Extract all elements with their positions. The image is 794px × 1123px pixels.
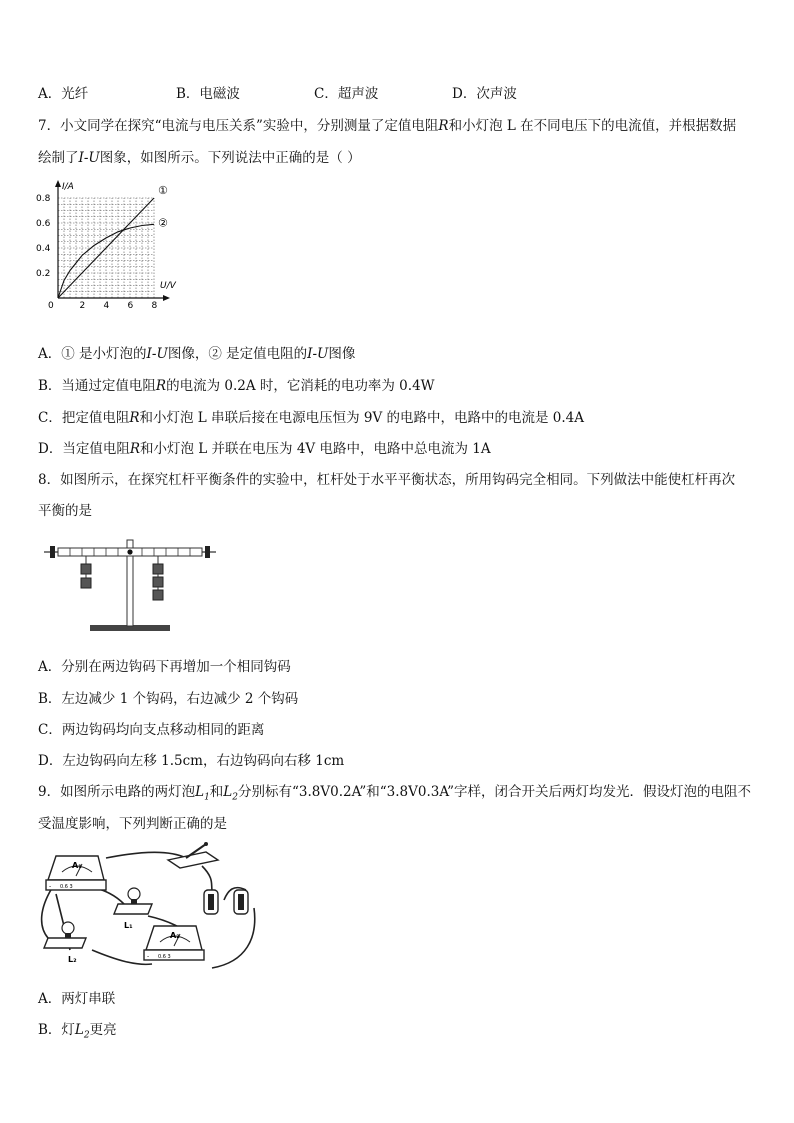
l2-label: L₂ [68, 955, 77, 964]
q8-stem-line2: 平衡的是 [38, 503, 92, 519]
a1-scale: 0.6 3 [60, 884, 73, 890]
wire [202, 866, 212, 890]
series-label-1: ① [158, 184, 168, 197]
y-tick-label: 0.8 [36, 194, 51, 204]
pivot [127, 549, 132, 554]
q9-option-b: B．灯$L_2$更亮 [38, 1022, 117, 1041]
iu-chart [30, 170, 190, 315]
x-axis-arrow [163, 295, 170, 301]
lamp-l2 [44, 922, 86, 964]
hook-weight-right-1 [153, 564, 163, 574]
q8-stem-line1: 8．如图所示，在探究杠杆平衡条件的实验中，杠杆处于水平平衡状态，所用钩码完全相同。下列做法中能使杠杆再次 [38, 472, 736, 488]
q7-option-a: A．① 是小灯泡的I-U图像，② 是定值电阻的I-U图像 [38, 346, 356, 362]
series-label-2: ② [158, 216, 168, 230]
origin-label: 0 [48, 301, 54, 311]
hook-weight-left-2 [81, 578, 91, 588]
lamp-l1 [114, 888, 152, 930]
y-tick-label: 0.2 [36, 269, 51, 279]
q9-stem-line1: 9．如图所示电路的两灯泡$L_1$和$L_2$分别标有“3.8V0.2A”和“3.8V0.3A”字样，闭合开关后两灯均发光．假设灯泡的电阻不 [38, 784, 752, 803]
x-tick-label: 4 [103, 301, 110, 311]
q9-option-a: A．两灯串联 [38, 991, 116, 1007]
battery-1 [204, 890, 218, 914]
l1-label: L₁ [124, 921, 133, 930]
balance-nut-right [205, 546, 210, 558]
a1-label: A₁ [72, 861, 82, 870]
q6-options [0, 82, 794, 102]
y-axis-arrow [55, 180, 61, 187]
q7-stem-line1: 7．小文同学在探究“电流与电压关系”实验中，分别测量了定值电阻R和小灯泡 L 在不同电压下的电流值，并根据数据 [38, 118, 737, 134]
hook-weight-left-1 [81, 564, 91, 574]
wire [92, 950, 152, 964]
x-tick-label: 2 [79, 301, 86, 311]
x-tick-label: 6 [127, 301, 134, 311]
y-tick-label: 0.6 [36, 219, 51, 229]
chart-series [58, 184, 168, 298]
q7-stem-line2: 绘制了I-U图象，如图所示。下列说法中正确的是（ ） [38, 150, 361, 166]
a2-scale: 0.6 3 [158, 954, 171, 960]
q6-option-a: A．光纤 [38, 86, 89, 102]
a1-minus: - [49, 883, 52, 890]
q6-option-d: D．次声波 [452, 86, 517, 102]
ammeter-a2 [144, 926, 204, 960]
q8-option-c: C．两边钩码均向支点移动相同的距离 [38, 722, 265, 738]
a2-minus: - [147, 953, 150, 960]
balance-nut-left [50, 546, 55, 558]
battery-2 [234, 890, 248, 914]
q6-option-b: B．电磁波 [176, 86, 240, 102]
q9-stem-line2: 受温度影响，下列判断正确的是 [38, 816, 227, 832]
q8-option-d: D．左边钩码向左移 1.5cm，右边钩码向右移 1cm [38, 753, 345, 769]
lever-stand [127, 548, 133, 626]
hook-weight-right-2 [153, 577, 163, 587]
q7-option-b: B．当通过定值电阻R的电流为 0.2A 时，它消耗的电功率为 0.4W [38, 378, 435, 394]
circuit-diagram [36, 838, 266, 974]
a2-label: A₂ [170, 931, 180, 940]
q8-option-b: B．左边减少 1 个钩码，右边减少 2 个钩码 [38, 691, 299, 707]
hook-weight-right-3 [153, 590, 163, 600]
q7-option-d: D．当定值电阻R和小灯泡 L 并联在电压为 4V 电路中，电路中总电流为 1A [38, 441, 491, 457]
q8-option-a: A．分别在两边钩码下再增加一个相同钩码 [38, 659, 291, 675]
q7-option-c: C．把定值电阻R和小灯泡 L 串联后接在电源电压恒为 9V 的电路中，电路中的电流是 0.4A [38, 410, 584, 426]
wire [106, 852, 186, 858]
q6-option-c: C．超声波 [314, 86, 379, 102]
wire [42, 888, 52, 938]
wire [212, 908, 255, 968]
ammeter-a1 [46, 856, 106, 890]
x-tick-label: 8 [151, 301, 158, 311]
chart-ticks [36, 194, 158, 311]
y-axis-label: I/A [62, 182, 74, 192]
chart-axes [48, 180, 177, 311]
lever-diagram [40, 536, 220, 634]
y-tick-label: 0.4 [36, 244, 51, 254]
x-axis-label: U/V [160, 281, 176, 291]
